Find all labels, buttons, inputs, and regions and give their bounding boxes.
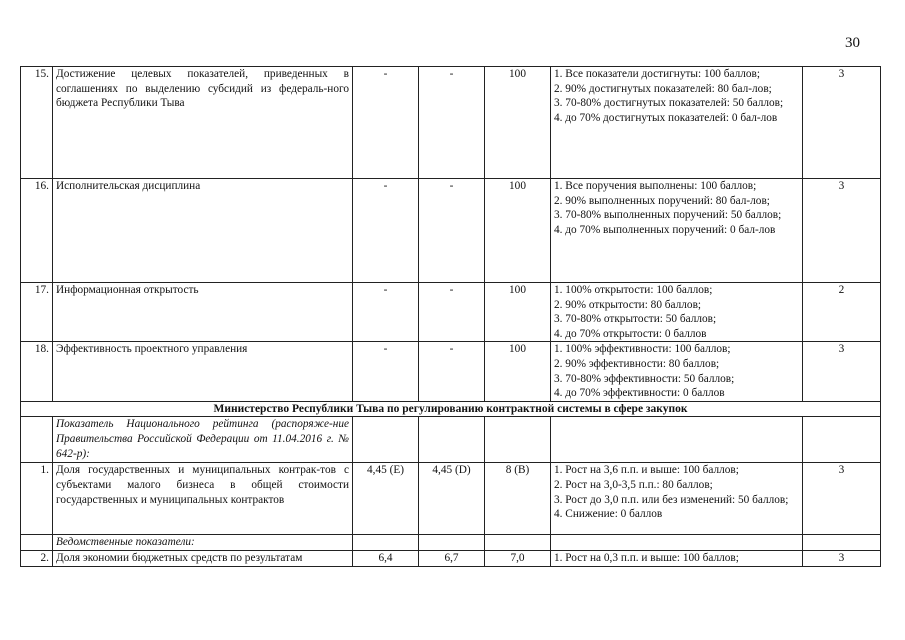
criteria-line: 4. Снижение: 0 баллов [554,508,663,521]
criteria-line: 1. Рост на 0,3 п.п. и выше: 100 баллов; [554,551,739,564]
table-row [21,463,881,535]
subheader-row [21,535,881,551]
national-rating-label: Показатель Национального рейтинга (распоряже-ние Правительства Российской Федерации от 11.04.2016 г. № 642-р): [53,417,353,463]
criteria-line: 4. до 70% эффективности: 0 баллов [554,387,725,400]
value-cell: - [419,342,485,401]
criteria-line: 3. 70-80% эффективности: 50 баллов; [554,372,735,385]
criteria-line: 4. до 70% достигнутых показателей: 0 бал-лов [554,111,778,124]
criteria-line: 2. 90% достигнутых показателей: 80 бал-лов; [554,82,772,95]
table-row [21,179,881,283]
value-cell: - [419,283,485,342]
departmental-label: Ведомственные показатели: [53,535,353,551]
value-cell: - [419,67,485,179]
table-row [21,67,881,179]
criteria-cell [551,550,803,566]
row-number: 16. [21,179,53,283]
indicator-name: Исполнительская дисциплина [53,179,353,283]
criteria-line: 3. 70-80% открытости: 50 баллов; [554,313,717,326]
value-cell: - [419,179,485,283]
empty-cell [353,417,419,463]
criteria-line: 1. Все показатели достигнуты: 100 баллов; [554,68,761,80]
value-cell: - [353,283,419,342]
criteria-line: 1. Все поручения выполнены: 100 баллов; [554,180,757,192]
criteria-line: 4. до 70% открытости: 0 баллов [554,327,707,340]
criteria-line: 2. 90% выполненных поручений: 80 бал-лов; [554,194,770,207]
criteria-line: 1. Рост на 3,6 п.п. и выше: 100 баллов; [554,464,739,477]
criteria-cell [551,179,803,283]
row-number: 2. [21,550,53,566]
subheader-row [21,417,881,463]
value-cell: 100 [485,283,551,342]
value-cell: - [353,179,419,283]
criteria-line: 3. 70-80% достигнутых показателей: 50 баллов; [554,97,784,110]
empty-cell [485,417,551,463]
value-cell: 100 [485,179,551,283]
empty-cell [803,535,881,551]
page-number: 30 [845,35,860,51]
value-cell: - [353,67,419,179]
criteria-line: 1. 100% открытости: 100 баллов; [554,284,713,296]
indicator-name: Информационная открытость [53,283,353,342]
empty-cell [803,417,881,463]
weight-cell: 3 [803,342,881,401]
value-cell: 8 (В) [485,463,551,535]
criteria-cell [551,463,803,535]
value-cell: 6,4 [353,550,419,566]
indicator-name: Эффективность проектного управления [53,342,353,401]
value-cell: 4,45 (D) [419,463,485,535]
criteria-line: 2. Рост на 3,0-3,5 п.п.: 80 баллов; [554,478,713,491]
table-row [21,342,881,401]
weight-cell: 3 [803,67,881,179]
criteria-line: 3. Рост до 3,0 п.п. или без изменений: 50 баллов; [554,493,789,506]
value-cell: 100 [485,67,551,179]
weight-cell: 3 [803,550,881,566]
section-header-row [21,401,881,417]
value-cell: 4,45 (Е) [353,463,419,535]
empty-cell [419,417,485,463]
indicator-table [20,66,881,567]
weight-cell: 3 [803,179,881,283]
empty-cell [419,535,485,551]
empty-cell [551,535,803,551]
value-cell: 6,7 [419,550,485,566]
criteria-cell [551,67,803,179]
value-cell: 100 [485,342,551,401]
indicator-name: Достижение целевых показателей, приведенных в соглашениях по выделению субсидий из федераль-ного бюджета Республики Тыва [53,67,353,179]
row-number: 15. [21,67,53,179]
weight-cell: 2 [803,283,881,342]
indicator-name: Доля экономии бюджетных средств по результатам [53,550,353,566]
empty-cell [551,417,803,463]
row-number: 1. [21,463,53,535]
empty-cell [485,535,551,551]
criteria-line: 4. до 70% выполненных поручений: 0 бал-лов [554,223,776,236]
row-number: 18. [21,342,53,401]
criteria-line: 3. 70-80% выполненных поручений: 50 баллов; [554,209,782,222]
row-number: 17. [21,283,53,342]
empty-cell [21,417,53,463]
criteria-line: 1. 100% эффективности: 100 баллов; [554,343,731,356]
indicator-name: Доля государственных и муниципальных контрак-тов с субъектами малого бизнеса в общей стоимости государственных и муниципальных контрактов [53,463,353,535]
table-row [21,283,881,342]
value-cell: 7,0 [485,550,551,566]
value-cell: - [353,342,419,401]
criteria-cell [551,342,803,401]
criteria-line: 2. 90% открытости: 80 баллов; [554,298,702,311]
empty-cell [21,535,53,551]
weight-cell: 3 [803,463,881,535]
criteria-cell [551,283,803,342]
empty-cell [353,535,419,551]
criteria-line: 2. 90% эффективности: 80 баллов; [554,357,720,370]
table-row [21,550,881,566]
section-title: Министерство Республики Тыва по регулированию контрактной системы в сфере закупок [21,401,881,417]
